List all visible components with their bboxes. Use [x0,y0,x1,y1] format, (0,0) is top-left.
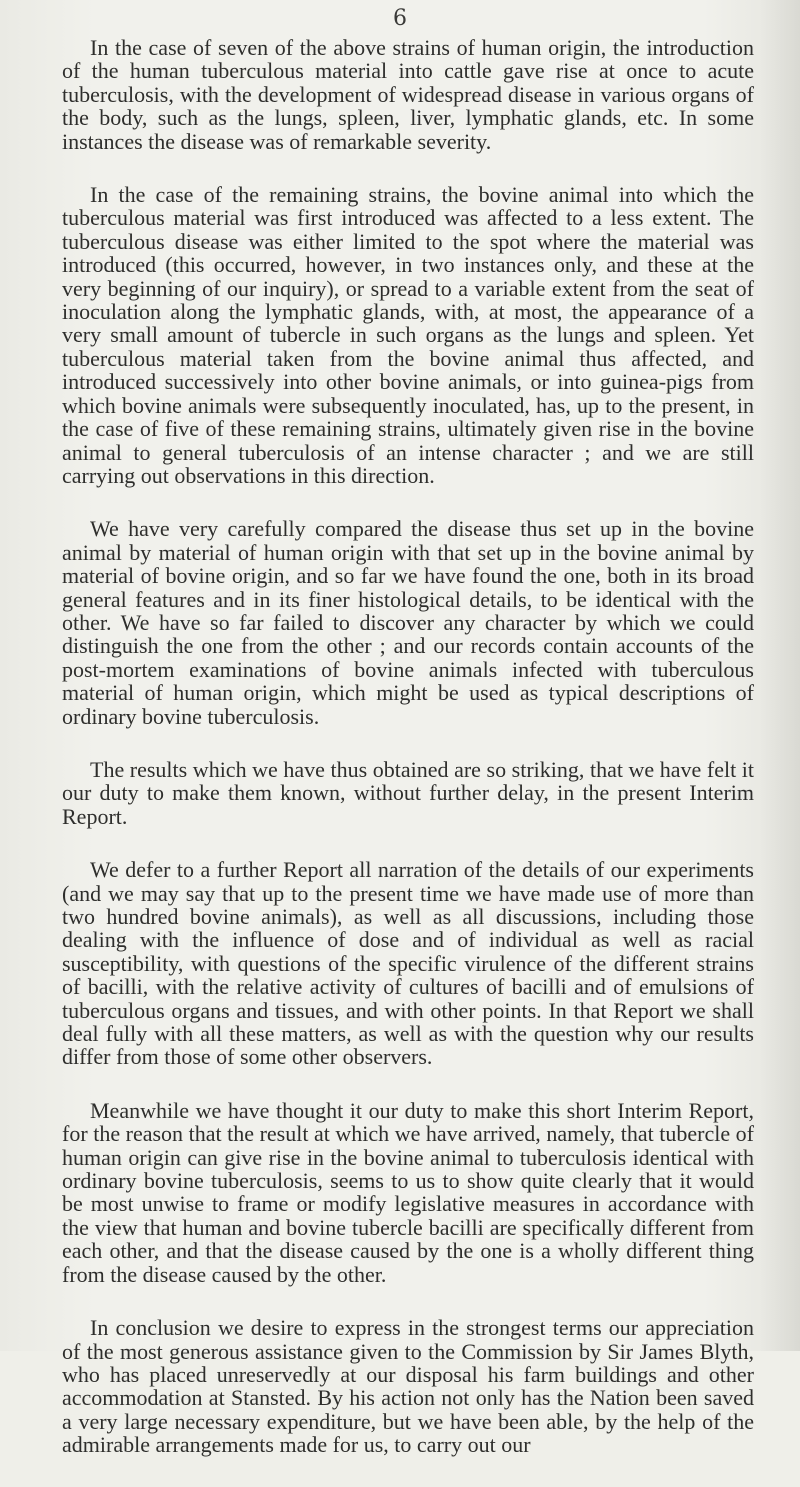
page-edge-shadow [760,0,800,1351]
paragraph-meanwhile: Meanwhile we have thought it our duty to make this short Interim Report, for the reason that the result at which we have arrived, namely, that tubercle of human origin can give rise in the bovine animal to tuberculosis identical with ordinary bovine tuberculosis, seems to us to show quite clearly that it would be most unwise to frame or modify legislative measures in accordance with the view that human and bovine tubercle bacilli are specifically different from each other, and that the disease caused by the one is a wholly different thing from the disease caused by the other. [62,1097,754,1287]
page-number: 6 [393,6,407,31]
paragraph-results-interim: The results which we have thus obtained are so striking, that we have felt it our duty to make them known, without further delay, in the present Interim Report. [62,756,754,829]
paragraph-human-strains-acute: In the case of seven of the above strains of human origin, the introduction of the human tuberculous material into cattle gave rise at once to acute tuberculosis, with the development of widespread disease in various organs of the body, such as the lungs, spleen, liver, lymphatic glands, etc. In some instances the disease was of remarkable severity. [62,35,754,154]
paragraph-conclusion: In conclusion we desire to express in the strongest terms our appreciation of the most generous assistance given to the Commission by Sir James Blyth, who has placed unreservedly at our disposal his farm buildings and other accommodation at Stansted. By his action not only has the Nation been saved a very large necessary expenditure, but we have been able, by the help of the admirable arrangements made for us, to carry out our [62,1315,754,1458]
paragraph-comparison: We have very carefully compared the disease thus set up in the bovine animal by material of human origin with that set up in the bovine animal by material of bovine origin, and so far we have found the one, both in its broad general features and in its finer histological details, to be identical with the other. We have so far failed to discover any character by which we could distinguish the one from the other ; and our records contain accounts of the post-mortem examinations of bovine animals infected with tuberculous material of human origin, which might be used as typical descriptions of ordinary bovine tuberculosis. [62,516,754,729]
paragraph-further-report: We defer to a further Report all narration of the details of our experiments (and we may say that up to the present time we have made use of more than two hundred bovine animals), as well as all discussions, including those dealing with the influence of dose and of individual as well as racial susceptibility, with questions of the specific virulence of the different strains of bacilli, with the relative activity of cultures of bacilli and of emulsions of tuberculous organs and tissues, and with other points. In that Report we shall deal fully with all these matters, as well as with the question why our results differ from those of some other observers. [62,857,754,1070]
paragraph-remaining-strains: In the case of the remaining strains, the bovine animal into which the tuberculous material was first introduced was affected to a less extent. The tuberculous disease was either limited to the spot where the material was introduced (this occurred, however, in two instances only, and these at the very beginning of our inquiry), or spread to a variable extent from the seat of inoculation along the lymphatic glands, with, at most, the appearance of a very small amount of tubercle in such organs as the lungs and spleen. Yet tuberculous material taken from the bovine animal thus affected, and introduced successively into other bovine animals, or into guinea-pigs from which bovine animals were subsequently inoculated, has, up to the present, in the case of five of these remaining strains, ultimately given rise in the bovine animal to general tuberculosis of an intense character ; and we are still carrying out observations in this direction. [62,182,754,488]
body-text [62,36,754,1487]
